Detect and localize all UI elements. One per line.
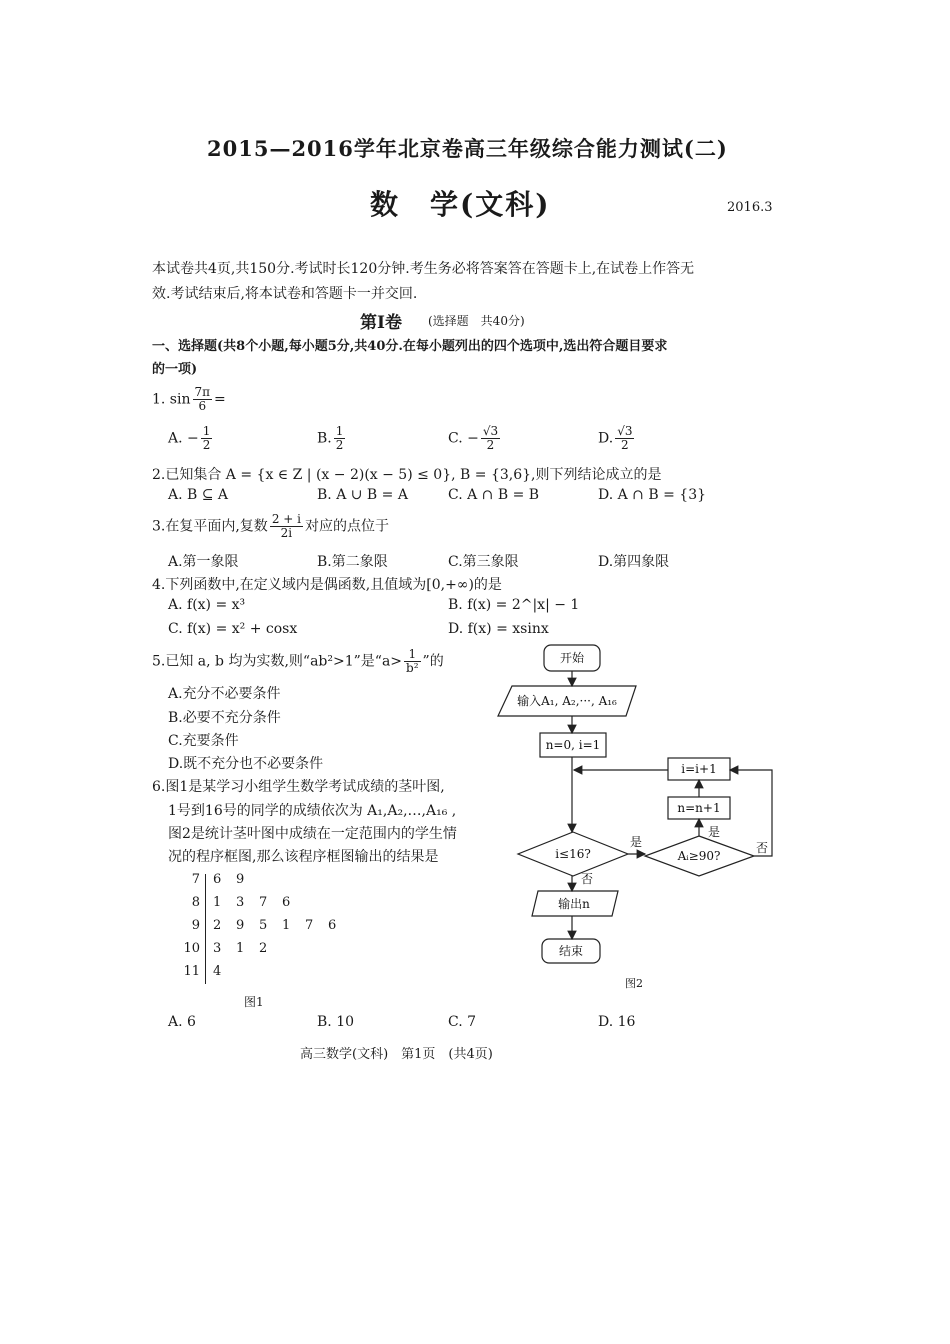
exam-title: 2015—2016学年北京卷高三年级综合能力测试(二)	[207, 136, 728, 161]
q3-option-a: A.第一象限	[168, 554, 239, 570]
stem-value: 11	[183, 964, 200, 979]
q3-option-d: D.第四象限	[598, 554, 670, 570]
stem-leaf-plot	[180, 872, 350, 984]
flow-cond1-label: i≤16?	[555, 847, 591, 861]
question-6-line-4: 况的程序框图,那么该程序框图输出的结果是	[168, 849, 439, 865]
q6-option-b: B. 10	[317, 1014, 355, 1030]
q6-option-d: D. 16	[598, 1014, 636, 1030]
stem-leaf-divider	[205, 874, 206, 984]
q5-option-d: D.既不充分也不必要条件	[168, 756, 324, 772]
leaf-value: 2	[213, 918, 222, 933]
q2-option-d: D. A ∩ B = {3}	[598, 487, 707, 503]
leaf-value: 1	[236, 941, 245, 956]
q2-option-b: B. A ∪ B = A	[317, 487, 408, 503]
leaf-value: 3	[213, 941, 222, 956]
stem-value: 9	[191, 918, 200, 933]
q2-option-a: A. B ⊆ A	[168, 487, 229, 503]
flow-yes1-label: 是	[629, 835, 643, 849]
section-note: (选择题 共40分)	[428, 314, 525, 328]
section-instructions-1: 一、选择题(共8个小题,每小题5分,共40分.在每小题列出的四个选项中,选出符合题目要求	[152, 339, 668, 354]
flow-start-label: 开始	[559, 651, 585, 665]
leaf-value: 9	[236, 872, 245, 887]
leaf-value: 5	[259, 918, 268, 933]
q4-option-b: B. f(x) = 2^|x| − 1	[448, 597, 580, 613]
leaf-value: 7	[259, 895, 268, 910]
q1-option-b: B. $\frac{1}{2}$	[317, 424, 344, 452]
q1-option-a: A. − $\frac{1}{2}$	[168, 424, 211, 452]
q5-option-a: A.充分不必要条件	[168, 686, 281, 702]
flow-cond2-label: Aᵢ≥90?	[677, 849, 721, 863]
flowchart	[490, 640, 790, 1000]
q1-option-c: C. − $\frac{√3}{2}$	[448, 424, 499, 452]
leaf-value: 3	[236, 895, 245, 910]
stem-value: 8	[191, 895, 200, 910]
q1-option-d: D. $\frac{√3}{2}$	[598, 424, 633, 452]
q1-suffix: =	[214, 391, 226, 408]
flow-inc-i-label: i=i+1	[681, 762, 717, 776]
question-1-stem	[152, 386, 226, 413]
stem-value: 7	[191, 872, 200, 887]
flow-end-label: 结束	[558, 944, 584, 958]
question-4-stem: 4.下列函数中,在定义域内是偶函数,且值域为[0,+∞)的是	[152, 577, 502, 593]
q4-option-a: A. f(x) = x³	[168, 597, 246, 613]
leaf-value: 6	[213, 872, 222, 887]
leaf-value: 7	[305, 918, 314, 933]
figure-1-caption: 图1	[244, 995, 264, 1009]
q5-option-b: B.必要不充分条件	[168, 710, 281, 726]
q6-option-c: C. 7	[448, 1014, 477, 1030]
leaf-value: 4	[213, 964, 222, 979]
leaf-value: 6	[282, 895, 291, 910]
q3-option-c: C.第三象限	[448, 554, 519, 570]
leaf-value: 6	[328, 918, 337, 933]
subject-title: 数 学(文科)	[370, 188, 551, 221]
flow-yes2-label: 是	[707, 825, 721, 839]
q6-option-a: A. 6	[168, 1014, 196, 1030]
leaf-value: 9	[236, 918, 245, 933]
flow-no1-label: 否	[580, 872, 594, 886]
question-2-stem: 2.已知集合 A = {x ∈ Z | (x − 2)(x − 5) ≤ 0}, B = {3,6},则下列结论成立的是	[152, 467, 662, 483]
flow-inc-n-label: n=n+1	[677, 801, 721, 815]
page-footer: 高三数学(文科) 第1页 (共4页)	[300, 1047, 493, 1062]
question-3-stem: 3.在复平面内,复数 $\frac{2 + i}{2i}$ 对应的点位于	[152, 512, 389, 540]
q1-prefix: 1. sin	[152, 391, 191, 408]
question-5-stem: 5.已知 a, b 均为实数,则“ab²>1”是“a> $\frac{1}{\text{b²}}$ ”的	[152, 647, 444, 675]
exam-date: 2016.3	[727, 200, 773, 215]
section-title: 第Ⅰ卷	[360, 313, 402, 333]
intro-line-1: 本试卷共4页,共150分.考试时长120分钟.考生务必将答案答在答题卡上,在试卷上作答无	[152, 261, 695, 277]
flow-init-label: n=0, i=1	[545, 738, 601, 752]
q1-fraction: $\frac{7\pi}{6}$	[194, 385, 211, 413]
stem-value: 10	[183, 941, 200, 956]
q5-option-c: C.充要条件	[168, 733, 239, 749]
leaf-value: 1	[213, 895, 222, 910]
section-instructions-2: 的一项)	[152, 362, 198, 377]
intro-line-2: 效.考试结束后,将本试卷和答题卡一并交回.	[152, 286, 418, 302]
question-6-line-1: 6.图1是某学习小组学生数学考试成绩的茎叶图,	[152, 779, 445, 795]
flow-no2-label: 否	[755, 841, 769, 855]
flow-output-label: 输出n	[558, 897, 590, 911]
q3-option-b: B.第二象限	[317, 554, 388, 570]
q2-option-c: C. A ∩ B = B	[448, 487, 540, 503]
leaf-value: 2	[259, 941, 268, 956]
question-6-line-2: 1号到16号的同学的成绩依次为 A₁,A₂,…,A₁₆ ,	[168, 803, 457, 819]
flow-input-label: 输入A₁, A₂,···, A₁₆	[517, 694, 617, 708]
q4-option-c: C. f(x) = x² + cosx	[168, 621, 298, 637]
question-6-line-3: 图2是统计茎叶图中成绩在一定范围内的学生情	[168, 826, 457, 842]
leaf-value: 1	[282, 918, 291, 933]
figure-2-caption: 图2	[625, 977, 643, 990]
q4-option-d: D. f(x) = xsinx	[448, 621, 549, 637]
